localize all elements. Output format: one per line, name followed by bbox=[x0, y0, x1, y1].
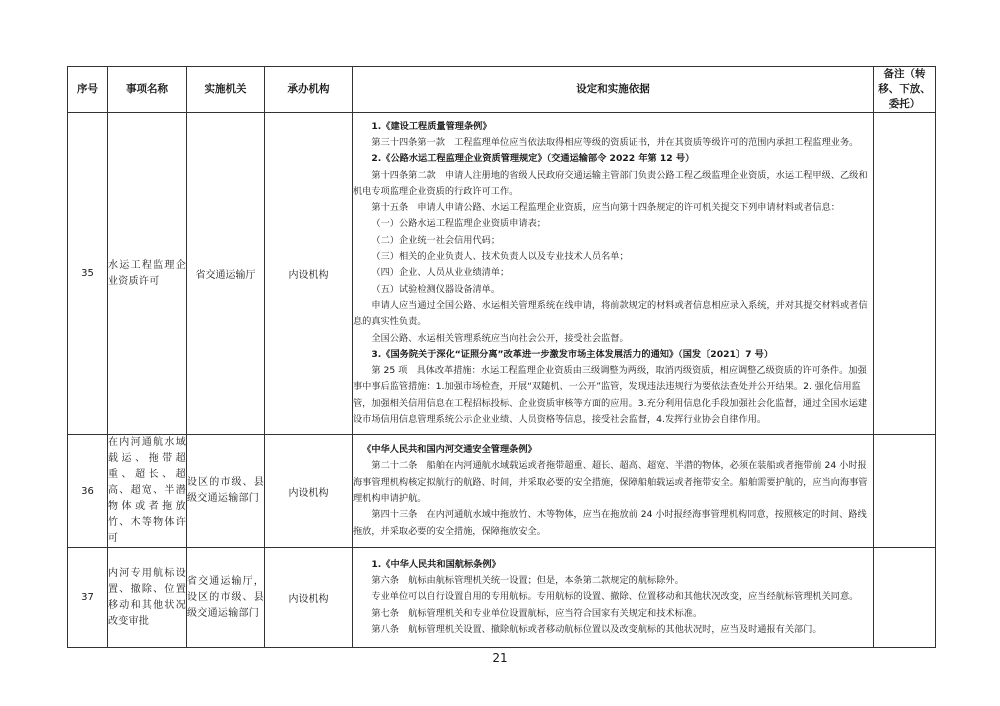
basis-paragraph: 第 25 项 具体改革措施：水运工程监理企业资质由三级调整为两级，取消丙级资质，相应调整乙级资质的许可条件。加强事中事后监管措施：1.加强市场检查，开展“双随机、一公开”监管，发现违法违规行为要依法查处并公开结果。2. 强化信用监管，加强相关信用信息在工程招标投标、企业资质审核等方面的应用。3.充分利用信息化手段加强社会化监督，通过全国水运建设市场信用信息管理系统公示企业业绩、人员资格等信息，接受社会监督，4.发挥行业协会自律作用。 bbox=[353, 365, 868, 426]
row-remark bbox=[874, 113, 936, 435]
basis-paragraph: 第十五条 申请人申请公路、水运工程监理企业资质，应当向第十四条规定的许可机关提交下列申请材料或者信息： bbox=[371, 202, 840, 214]
basis-paragraph: 第七条 航标管理机关和专业单位设置航标，应当符合国家有关规定和技术标准。 bbox=[371, 607, 703, 619]
basis-paragraph: 第二十二条 船舶在内河通航水域载运或者拖带超重、超长、超高、超宽、半潜的物体，必须在装船或者拖带前 24 小时报海事管理机构核定拟航行的航路、时间，并采取必要的安全措施，保障船舶载运或者拖带安全。船舶需要护航的，应当向海事管理机构申请护航。 bbox=[353, 460, 868, 504]
basis-heading: 《中华人民共和国内河交通安全管理条例》 bbox=[362, 444, 537, 456]
header-basis: 设定和实施依据 bbox=[353, 67, 874, 113]
row-item-name: 水运工程监理企业资质许可 bbox=[108, 113, 187, 435]
row-seq: 35 bbox=[68, 113, 108, 435]
basis-heading: 1.《建设工程质量管理条例》 bbox=[371, 120, 492, 132]
row-item-name: 在内河通航水域载运、拖带超重、超长、超高、超宽、半潜物体或者拖放竹、木等物体许可 bbox=[108, 435, 187, 548]
row-handler: 内设机构 bbox=[265, 548, 353, 648]
row-basis bbox=[353, 113, 874, 435]
header-remark: 备注（转移、下放、委托） bbox=[874, 67, 936, 113]
row-handler: 内设机构 bbox=[265, 435, 353, 548]
row-agency: 省交通运输厅，设区的市级、县级交通运输部门 bbox=[187, 548, 265, 648]
table-row bbox=[68, 435, 936, 548]
basis-paragraph: （五）试验检测仪器设备清单。 bbox=[371, 283, 501, 295]
basis-paragraph: 第三十四条第一款 工程监理单位应当依法取得相应等级的资质证书，并在其资质等级许可的范围内承担工程监理业务。 bbox=[371, 136, 859, 148]
row-agency: 省交通运输厅 bbox=[187, 113, 265, 435]
row-item-name: 内河专用航标设置、撤除、位置移动和其他状况改变审批 bbox=[108, 548, 187, 648]
table-row bbox=[68, 113, 936, 435]
basis-paragraph: 第四十三条 在内河通航水域中拖放竹、木等物体，应当在拖放前 24 小时报经海事管理机构同意，按照核定的时间、路线拖放，并采取必要的安全措施，保障拖放安全。 bbox=[353, 509, 867, 537]
basis-heading: 1.《中华人民共和国航标条例》 bbox=[371, 558, 501, 570]
header-agency: 实施机关 bbox=[187, 67, 265, 113]
header-row bbox=[68, 67, 936, 113]
row-basis bbox=[353, 435, 874, 548]
basis-heading: 2.《公路水运工程监理企业资质管理规定》（交通运输部令 2022 年第 12 号） bbox=[371, 153, 695, 165]
basis-paragraph: 全国公路、水运相关管理系统应当向社会公开，接受社会监督。 bbox=[371, 332, 629, 344]
basis-paragraph: 申请人应当通过全国公路、水运相关管理系统在线申请，将前款规定的材料或者信息相应录入系统，并对其提交材料或者信息的真实性负责。 bbox=[353, 299, 868, 328]
row-seq: 37 bbox=[68, 548, 108, 648]
basis-paragraph: （三）相关的企业负责人、技术负责人以及专业技术人员名单； bbox=[371, 251, 629, 263]
row-remark bbox=[874, 435, 936, 548]
basis-paragraph: （一）公路水运工程监理企业资质申请表； bbox=[371, 218, 546, 230]
row-handler: 内设机构 bbox=[265, 113, 353, 435]
header-handler: 承办机构 bbox=[265, 67, 353, 113]
row-remark bbox=[874, 548, 936, 648]
basis-paragraph: 第八条 航标管理机关设置、撤除航标或者移动航标位置以及改变航标的其他状况时，应当及时通报有关部门。 bbox=[371, 623, 822, 635]
basis-paragraph: 专业单位可以自行设置自用的专用航标。专用航标的设置、撤除、位置移动和其他状况改变，应当经航标管理机关同意。 bbox=[371, 591, 859, 603]
basis-paragraph: 第十四条第二款 申请人注册地的省级人民政府交通运输主管部门负责公路工程乙级监理企业资质，水运工程甲级、乙级和机电专项监理企业资质的行政许可工作。 bbox=[353, 169, 868, 197]
basis-paragraph: （四）企业、人员从业业绩清单； bbox=[371, 267, 510, 279]
row-basis bbox=[353, 548, 874, 648]
row-agency: 设区的市级、县级交通运输部门 bbox=[187, 435, 265, 548]
basis-paragraph: （二）企业统一社会信用代码； bbox=[371, 234, 501, 246]
row-seq: 36 bbox=[68, 435, 108, 548]
basis-paragraph: 第六条 航标由航标管理机关统一设置；但是，本条第二款规定的航标除外。 bbox=[371, 575, 684, 587]
page-number: 21 bbox=[492, 651, 508, 665]
table-row bbox=[68, 548, 936, 648]
items-table bbox=[67, 66, 936, 648]
header-item-name: 事项名称 bbox=[108, 67, 187, 113]
basis-heading: 3.《国务院关于深化“证照分离”改革进一步激发市场主体发展活力的通知》（国发〔2021〕7 号） bbox=[371, 348, 774, 360]
header-seq: 序号 bbox=[68, 67, 108, 113]
